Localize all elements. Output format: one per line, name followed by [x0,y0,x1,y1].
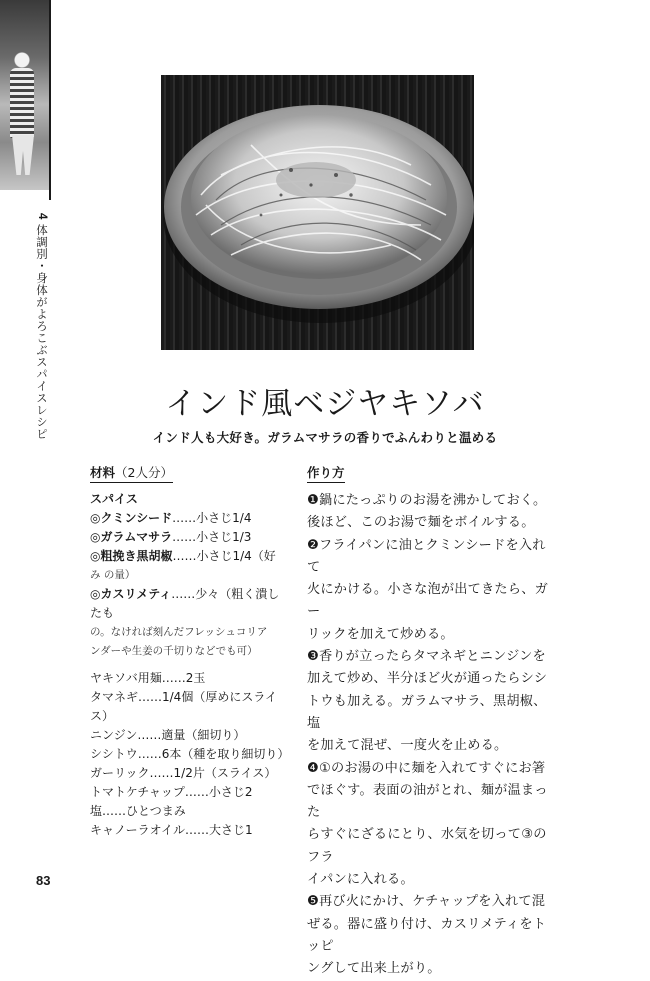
chapter-number: 4 [36,213,48,220]
method-line: でほぐす。表面の油がとれ、麺が温まった [307,782,548,821]
boy-legs [12,135,34,175]
spice-name: ◎クミンシード [90,511,173,525]
spice-amount: ……小さじ1/4（好 [172,549,276,563]
spice-item [90,509,290,528]
method-line: 後ほど、このお湯で麺をボイルする。 [307,515,535,531]
method-line: リックを加えて炒める。 [307,626,454,642]
chapter-title: 体調別・身体がよろこぶスパイスレシピ [35,224,49,441]
side-rule [49,0,51,200]
ingredients-heading [90,463,173,483]
ingredients-heading-text: 材料 [90,465,116,480]
method-line: ❹①のお湯の中に麺を入れてすぐにお箸 [307,760,546,776]
spice-amount: ……小さじ1/3 [172,530,252,544]
spice-amount: ……小さじ1/4 [172,511,252,525]
method-line: を加えて混ぜ、一度火を止める。 [307,738,508,754]
method-line: トウも加える。ガラムマサラ、黒胡椒、塩 [307,693,547,731]
spice-note: の。なければ刻んだフレッシュコリア [90,626,268,638]
recipe-title: インド風ベジヤキソバ [165,386,485,422]
method-line: 加えて炒め、半分ほど火が通ったらシシ [307,671,548,687]
ingredient-item: ヤキソバ用麺……2玉 [90,671,206,685]
ingredient-item: タマネギ……1/4個（厚めにスライス） [90,690,277,723]
ingredient-item: ガーリック……1/2片（スライス） [90,766,277,780]
ingredient-item: トマトケチャップ……小さじ2 [90,785,253,799]
noodle-plate-image [161,75,474,350]
recipe-subtitle: インド人も大好き。ガラムマサラの香りでふんわりと温める [152,430,498,445]
method-line: ングして出来上がり。 [307,961,441,977]
method-line: ❶鍋にたっぷりのお湯を沸かしておく。 [307,493,547,508]
ingredient-item: ニンジン……適量（細切り） [90,728,246,742]
method-line: ❺再び火にかけ、ケチャップを入れて混 [307,894,546,910]
method-heading: 作り方 [307,463,345,483]
spice-name: ◎カスリメティ [90,587,172,601]
spice-name: ◎ガラムマサラ [90,530,173,544]
spice-heading: スパイス [90,492,138,506]
spice-item [90,528,290,547]
method-line: らすぐにざるにとり、水気を切って③のフラ [307,827,547,865]
ingredients-section [90,463,290,840]
spice-amount: ……少々（粗く潰したも [90,587,280,620]
servings: （2人分） [115,465,173,480]
spice-note: ンダーや生姜の千切りなどでも可） [90,645,258,657]
page-number: 83 [36,873,51,888]
ingredient-item: 塩……ひとつまみ [90,804,186,818]
method-line: 火にかける。小さな泡が出てきたら、ガー [307,582,548,620]
method-line: ❷フライパンに油とクミンシードを入れて [307,537,546,575]
side-photo [0,0,49,190]
ingredient-item: シシトウ……6本（種を取り細切り） [90,747,290,761]
method-section [307,463,555,981]
spice-item [90,585,290,623]
dish-photo [161,75,474,350]
ingredient-item: キャノーラオイル……大さじ1 [90,823,253,837]
method-line: イパンに入れる。 [307,872,414,888]
boy-figure [10,68,34,138]
spice-note: み の量） [90,569,136,581]
method-line: ぜる。器に盛り付け、カスリメティをトッピ [307,916,547,954]
spice-item [90,547,290,566]
spice-name: ◎粗挽き黒胡椒 [90,549,173,563]
method-line: ❸香りが立ったらタマネギとニンジンを [307,649,546,665]
